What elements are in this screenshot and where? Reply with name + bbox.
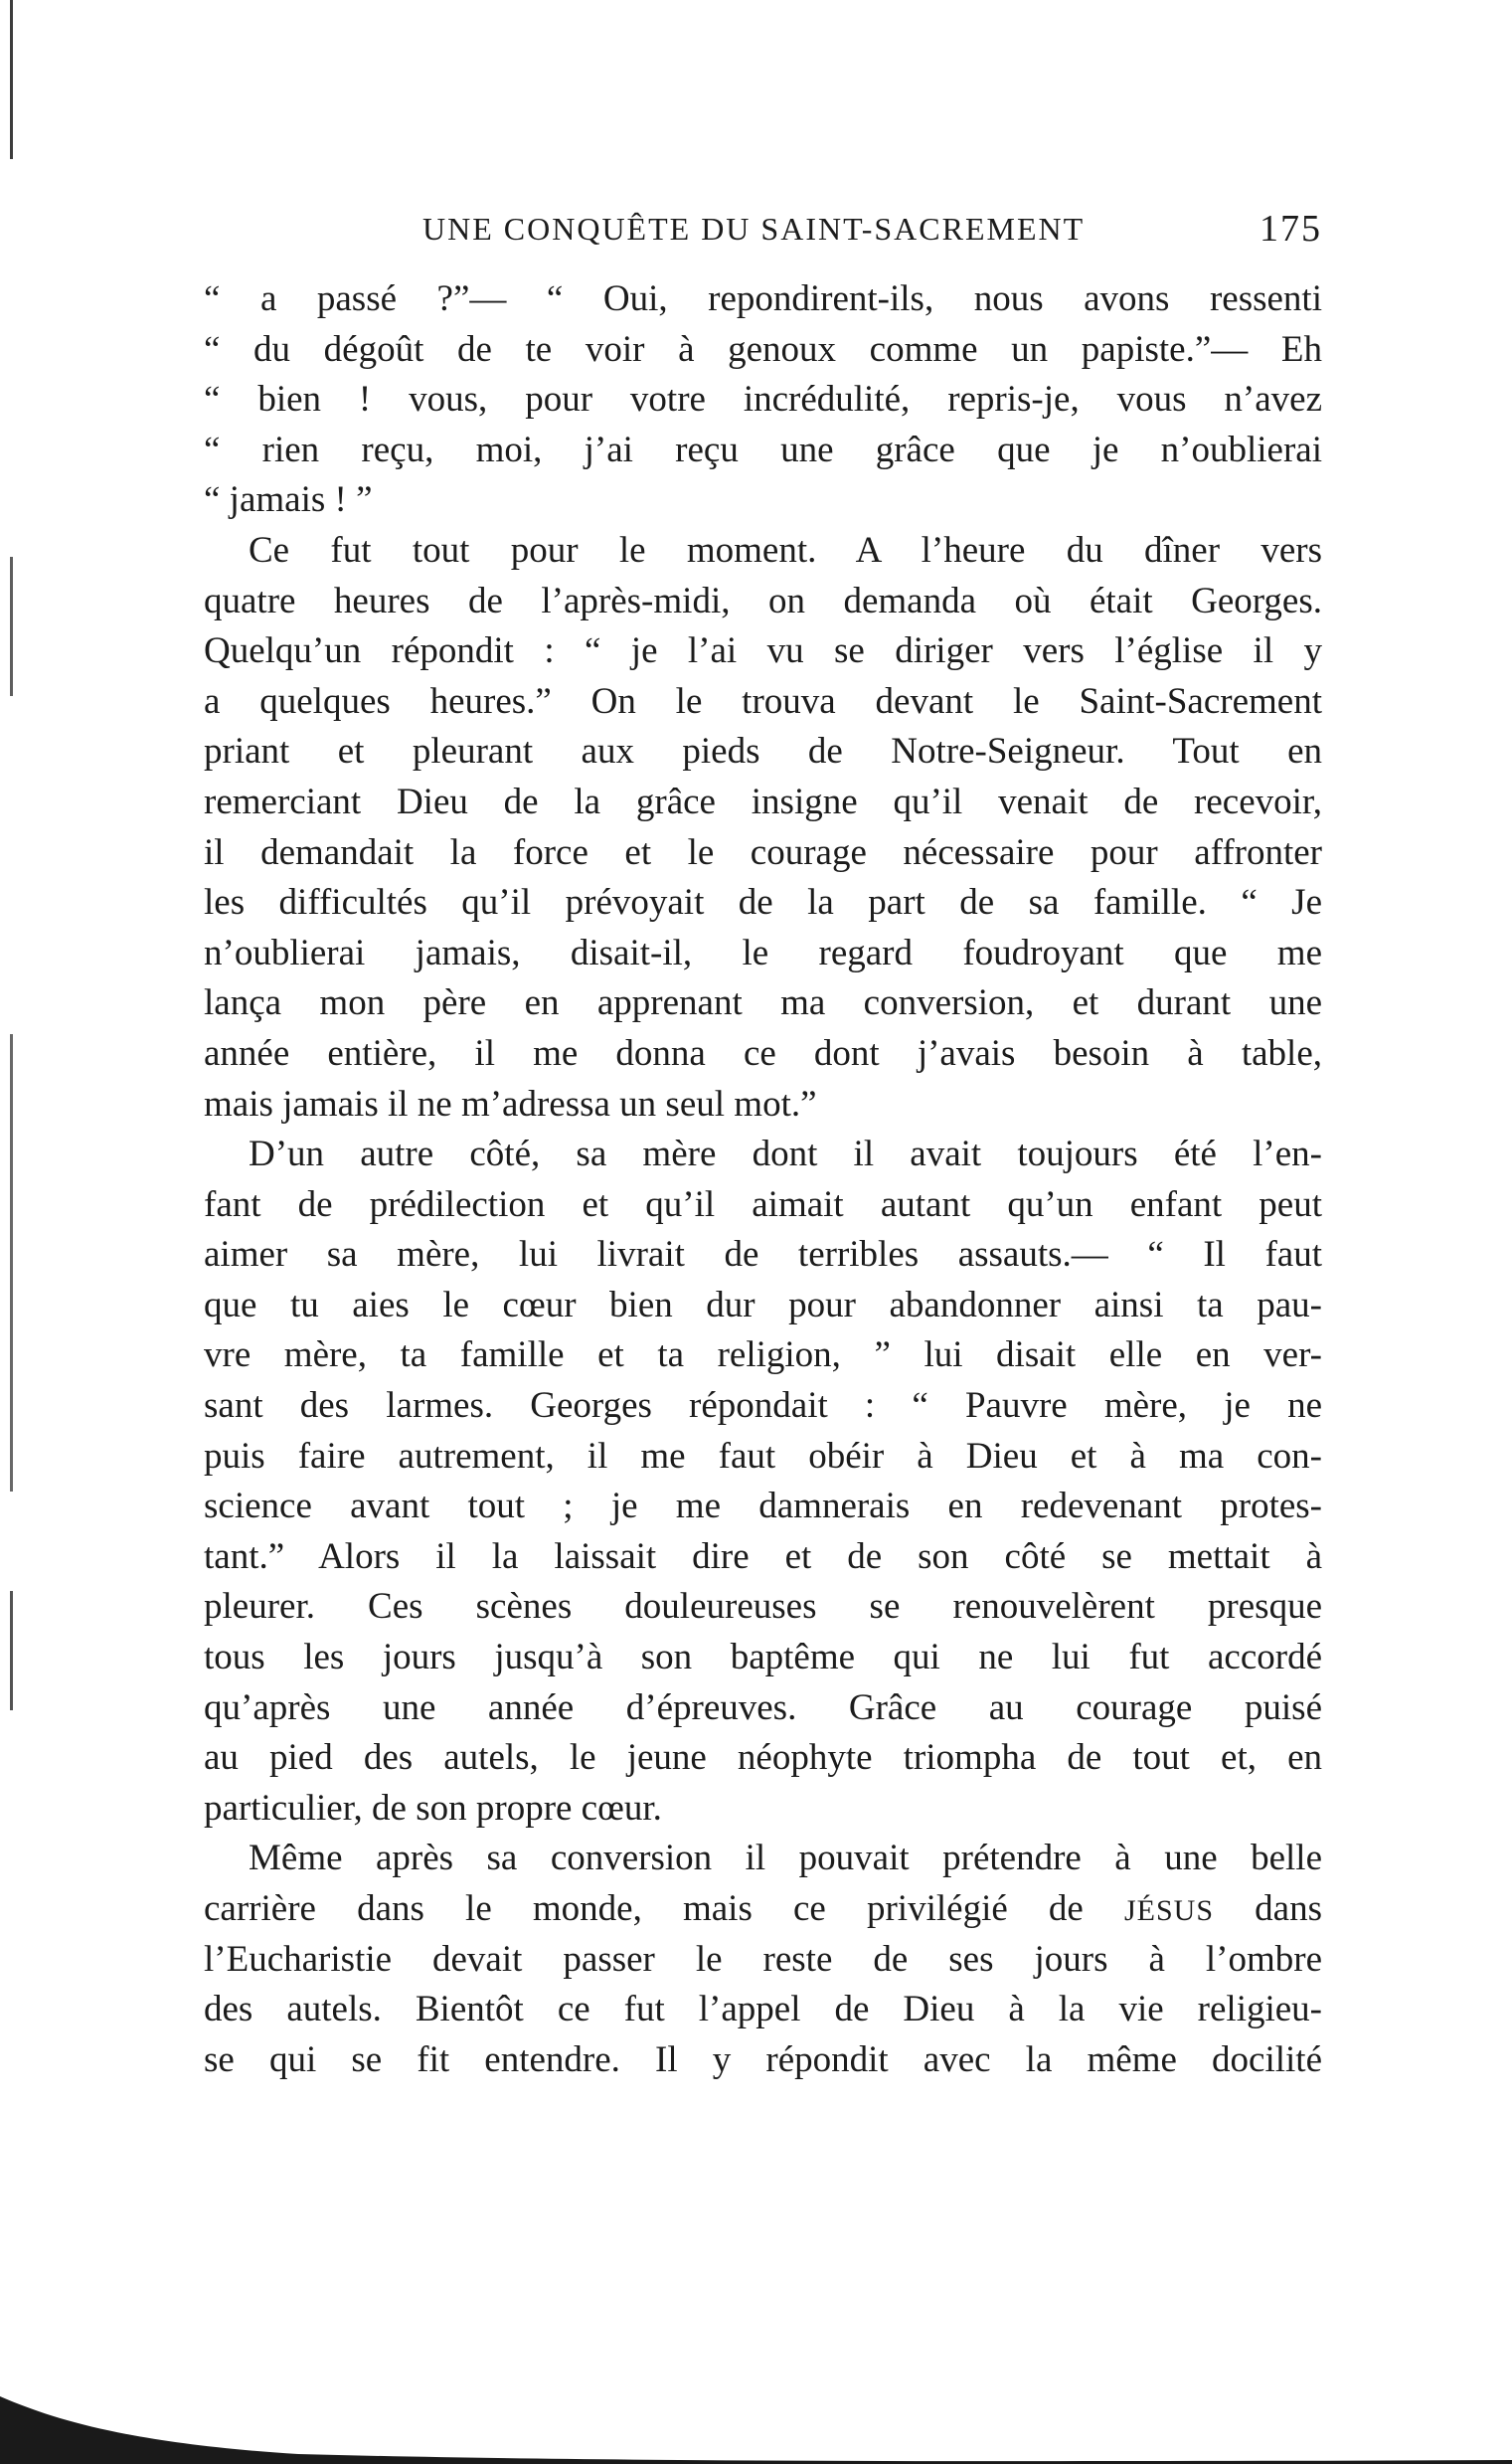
text-line: a quelques heures.” On le trouva devant le Saint-Sacrement bbox=[204, 680, 1322, 722]
text-line: science avant tout ; je me damnerais en redevenant protes- bbox=[204, 1486, 1322, 1527]
text-line: vre mère, ta famille et ta religion, ” lui disait elle en ver- bbox=[204, 1334, 1322, 1376]
text-segment: carrière dans le monde, mais ce privilégié de bbox=[204, 1888, 1124, 1929]
text-line: année entière, il me donna ce dont j’avais besoin à table, bbox=[204, 1032, 1322, 1074]
paragraph-start-line: D’un autre côté, sa mère dont il avait toujours été l’en- bbox=[249, 1134, 1322, 1175]
text-line: des autels. Bientôt ce fut l’appel de Dieu à la vie religieu- bbox=[204, 1989, 1322, 2030]
text-line: “ bien ! vous, pour votre incrédulité, repris-je, vous n’avez bbox=[204, 379, 1322, 421]
text-segment: dans bbox=[1214, 1888, 1322, 1929]
text-line: qu’après une année d’épreuves. Grâce au courage puisé bbox=[204, 1686, 1322, 1728]
text-line: particulier, de son propre cœur. bbox=[204, 1787, 662, 1829]
text-line: il demandait la force et le courage nécessaire pour affronter bbox=[204, 831, 1322, 873]
text-line: quatre heures de l’après-midi, on demanda où était Georges. bbox=[204, 580, 1322, 621]
running-title: UNE CONQUÊTE DU SAINT-SACREMENT bbox=[422, 211, 1086, 247]
page-bottom-edge-shadow bbox=[0, 2382, 1512, 2464]
text-line: les difficultés qu’il prévoyait de la part de sa famille. “ Je bbox=[204, 882, 1322, 924]
text-line: puis faire autrement, il me faut obéir à Dieu et à ma con- bbox=[204, 1435, 1322, 1477]
body-text bbox=[204, 274, 1322, 2085]
text-line: au pied des autels, le jeune néophyte triompha de tout et, en bbox=[204, 1737, 1322, 1779]
text-line: lança mon père en apprenant ma conversion, et durant une bbox=[204, 982, 1322, 1024]
text-line: tous les jours jusqu’à son baptême qui ne lui fut accordé bbox=[204, 1637, 1322, 1678]
text-line: fant de prédilection et qu’il aimait autant qu’un enfant peut bbox=[204, 1183, 1322, 1225]
text-line: se qui se fit entendre. Il y répondit avec la même docilité bbox=[204, 2038, 1322, 2080]
text-line: “ jamais ! ” bbox=[204, 479, 373, 521]
text-line: remerciant Dieu de la grâce insigne qu’il venait de recevoir, bbox=[204, 781, 1322, 822]
text-line: “ rien reçu, moi, j’ai reçu une grâce que je n’oublierai bbox=[204, 429, 1322, 470]
text-line: pleurer. Ces scènes douleureuses se renouvelèrent presque bbox=[204, 1586, 1322, 1628]
text-line: que tu aies le cœur bien dur pour abandonner ainsi ta pau- bbox=[204, 1284, 1322, 1325]
text-line: priant et pleurant aux pieds de Notre-Seigneur. Tout en bbox=[204, 731, 1322, 773]
text-line: mais jamais il ne m’adressa un seul mot.” bbox=[204, 1083, 817, 1125]
page-left-edge-shadow bbox=[10, 0, 13, 2464]
paragraph-start-line: Ce fut tout pour le moment. A l’heure du dîner vers bbox=[249, 529, 1322, 571]
text-line: n’oublierai jamais, disait-il, le regard foudroyant que me bbox=[204, 932, 1322, 973]
text-line: sant des larmes. Georges répondait : “ Pauvre mère, je ne bbox=[204, 1385, 1322, 1427]
text-line: “ a passé ?”— “ Oui, repondirent-ils, nous avons ressenti bbox=[204, 278, 1322, 319]
smallcaps-name: JÉSUS bbox=[1123, 1894, 1215, 1927]
text-line-with-smallcaps bbox=[204, 1884, 1322, 1935]
running-header bbox=[199, 205, 1322, 255]
page-number: 175 bbox=[1260, 208, 1322, 250]
text-line: l’Eucharistie devait passer le reste de ses jours à l’ombre bbox=[204, 1938, 1322, 1980]
text-line: tant.” Alors il la laissait dire et de son côté se mettait à bbox=[204, 1535, 1322, 1577]
paragraph-start-line: Même après sa conversion il pouvait prétendre à une belle bbox=[249, 1838, 1322, 1879]
text-line: Quelqu’un répondit : “ je l’ai vu se diriger vers l’église il y bbox=[204, 630, 1322, 672]
text-line: aimer sa mère, lui livrait de terribles assauts.— “ Il faut bbox=[204, 1234, 1322, 1276]
text-line: “ du dégoût de te voir à genoux comme un papiste.”— Eh bbox=[204, 328, 1322, 370]
